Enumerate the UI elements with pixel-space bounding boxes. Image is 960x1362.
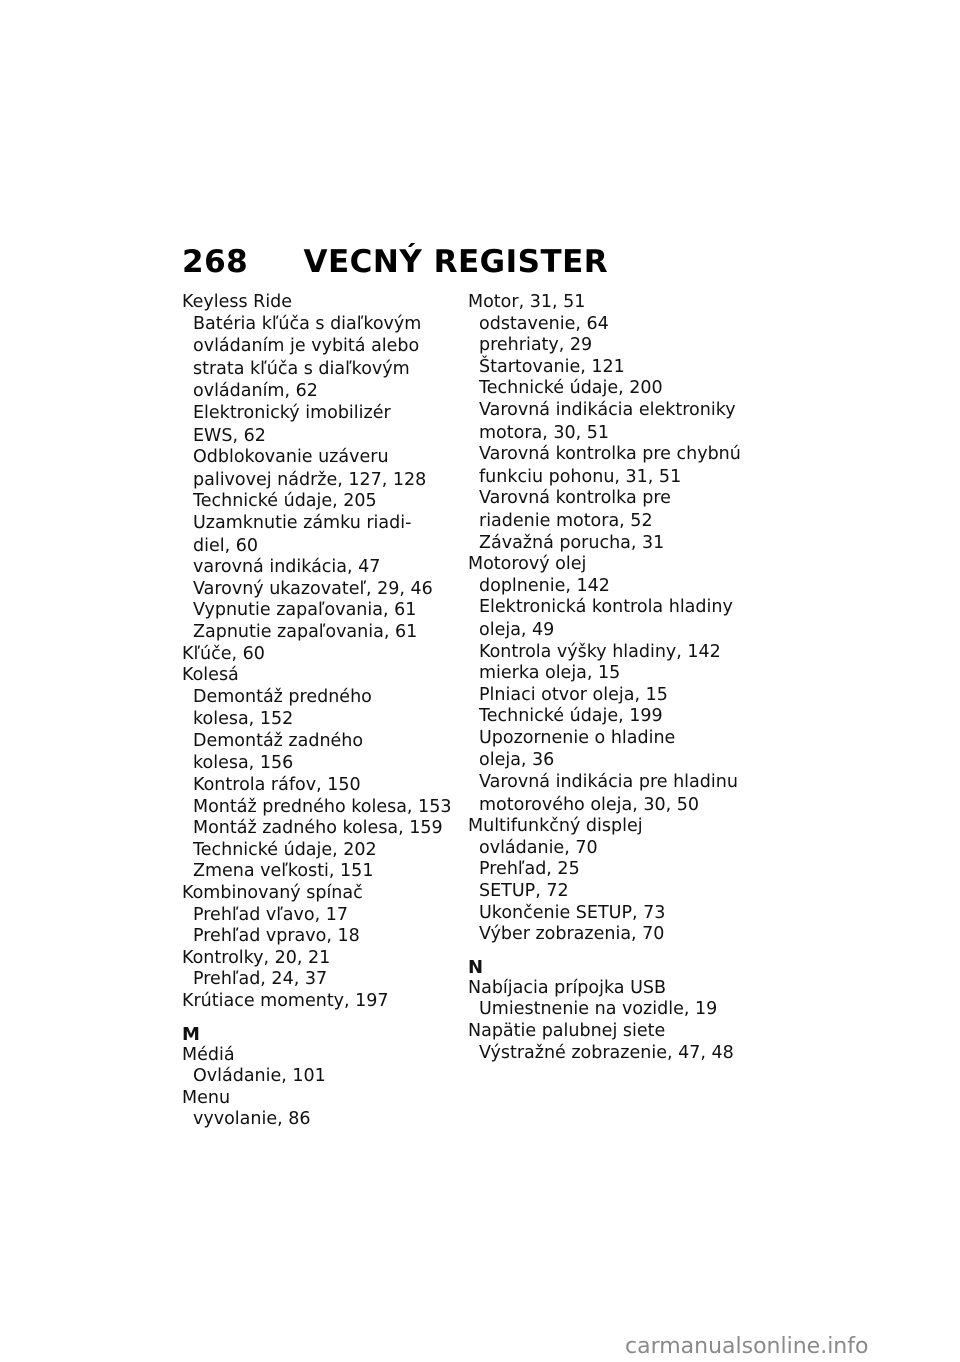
index-entry: Kombinovaný spínač	[182, 883, 363, 904]
index-letter: M	[182, 1023, 200, 1045]
index-entry: Motor, 31, 51	[468, 292, 586, 312]
index-entry: Kolesá	[182, 665, 239, 686]
index-subentry: Ukončenie SETUP, 73	[479, 902, 666, 923]
index-entry: Nabíjacia prípojka USB	[468, 977, 667, 998]
index-subentry-continuation: strata kľúča s diaľkovým	[193, 358, 410, 379]
index-subentry-continuation: kolesa, 156	[193, 753, 294, 774]
index-subentry: mierka oleja, 15	[479, 663, 621, 684]
page-title: VECNÝ REGISTER	[303, 244, 609, 280]
page-number: 268	[182, 244, 249, 280]
index-subentry-continuation: diel, 60	[193, 535, 258, 556]
index-subentry-continuation: motora, 30, 51	[479, 422, 610, 443]
index-column-right	[468, 292, 753, 1064]
index-subentry: Varovná kontrolka pre	[479, 488, 671, 509]
index-subentry: Odblokovanie uzáveru	[193, 447, 389, 468]
index-subentry-continuation: ovládaním je vybitá alebo	[193, 336, 420, 357]
index-subentry: Montáž predného kolesa, 153	[193, 796, 452, 817]
index-subentry-continuation: funkciu pohonu, 31, 51	[479, 466, 682, 487]
index-subentry: Montáž zadného kolesa, 159	[193, 818, 443, 839]
watermark: carmanualsonline.info	[625, 1334, 869, 1359]
index-subentry: Vypnutie zapaľovania, 61	[193, 600, 417, 621]
index-entry: Napätie palubnej siete	[468, 1021, 666, 1041]
index-subentry: Varovná indikácia elektroniky	[479, 399, 736, 420]
index-subentry: Kontrola výšky hladiny, 142	[479, 641, 721, 662]
index-subentry: Technické údaje, 200	[479, 378, 663, 399]
index-subentry: ovládanie, 70	[479, 837, 598, 858]
index-subentry: Zapnutie zapaľovania, 61	[193, 621, 418, 642]
index-letter: N	[468, 956, 484, 978]
index-subentry: Štartovanie, 121	[479, 356, 625, 377]
index-subentry: varovná indikácia, 47	[193, 557, 381, 578]
index-entry: Multifunkčný displej	[468, 816, 643, 837]
index-subentry-continuation: EWS, 62	[193, 425, 266, 446]
index-subentry: Technické údaje, 205	[193, 491, 377, 512]
index-subentry: Prehľad, 24, 37	[193, 969, 328, 990]
index-subentry: Prehľad vľavo, 17	[193, 904, 348, 925]
index-subentry: Uzamknutie zámku riadi-	[193, 512, 412, 533]
index-subentry: Umiestnenie na vozidle, 19	[479, 999, 718, 1020]
index-entry: Keyless Ride	[182, 292, 293, 312]
index-subentry: Demontáž predného	[193, 686, 372, 707]
index-subentry: Varovná kontrolka pre chybnú	[479, 444, 741, 465]
index-subentry: Výber zobrazenia, 70	[479, 924, 665, 945]
index-subentry: SETUP, 72	[479, 881, 569, 902]
index-subentry: Závažná porucha, 31	[479, 532, 665, 553]
index-subentry: Technické údaje, 202	[193, 839, 377, 860]
index-subentry: prehriaty, 29	[479, 335, 593, 356]
index-entry: Médiá	[182, 1044, 235, 1065]
index-subentry: Elektronický imobilizér	[193, 402, 391, 423]
index-subentry: doplnenie, 142	[479, 575, 610, 596]
index-subentry: vyvolanie, 86	[193, 1109, 311, 1130]
index-subentry: Batéria kľúča s diaľkovým	[193, 313, 422, 334]
index-column-left	[182, 292, 457, 1131]
index-subentry-continuation: ovládaním, 62	[193, 381, 318, 402]
index-subentry-continuation: oleja, 49	[479, 619, 555, 640]
index-subentry: Zmena veľkosti, 151	[193, 861, 374, 882]
index-subentry-continuation: riadenie motora, 52	[479, 510, 653, 531]
index-subentry: Varovný ukazovateľ, 29, 46	[193, 578, 433, 599]
index-subentry: Plniaci otvor oleja, 15	[479, 684, 668, 705]
index-entry: Kľúče, 60	[182, 643, 265, 664]
index-subentry-continuation: oleja, 36	[479, 750, 555, 771]
index-subentry: Kontrola ráfov, 150	[193, 775, 361, 796]
index-subentry: Upozornenie o hladine	[479, 727, 676, 748]
index-subentry-continuation: kolesa, 152	[193, 709, 294, 730]
index-subentry: Technické údaje, 199	[479, 706, 663, 727]
index-subentry: Prehľad, 25	[479, 859, 580, 880]
index-subentry: Prehľad vpravo, 18	[193, 926, 360, 947]
index-subentry: Demontáž zadného	[193, 730, 364, 751]
index-entry: Krútiace momenty, 197	[182, 991, 389, 1011]
page-header	[182, 244, 608, 280]
index-entry: Motorový olej	[468, 554, 587, 575]
index-subentry: Elektronická kontrola hladiny	[479, 597, 733, 618]
index-subentry: Ovládanie, 101	[193, 1066, 326, 1087]
index-subentry-continuation: motorového oleja, 30, 50	[479, 794, 700, 815]
index-subentry: Varovná indikácia pre hladinu	[479, 772, 738, 793]
index-entry: Kontrolky, 20, 21	[182, 947, 331, 968]
index-subentry-continuation: palivovej nádrže, 127, 128	[193, 469, 427, 490]
index-entry: Menu	[182, 1087, 231, 1108]
index-subentry: odstavenie, 64	[479, 313, 609, 334]
index-subentry: Výstražné zobrazenie, 47, 48	[479, 1042, 734, 1063]
